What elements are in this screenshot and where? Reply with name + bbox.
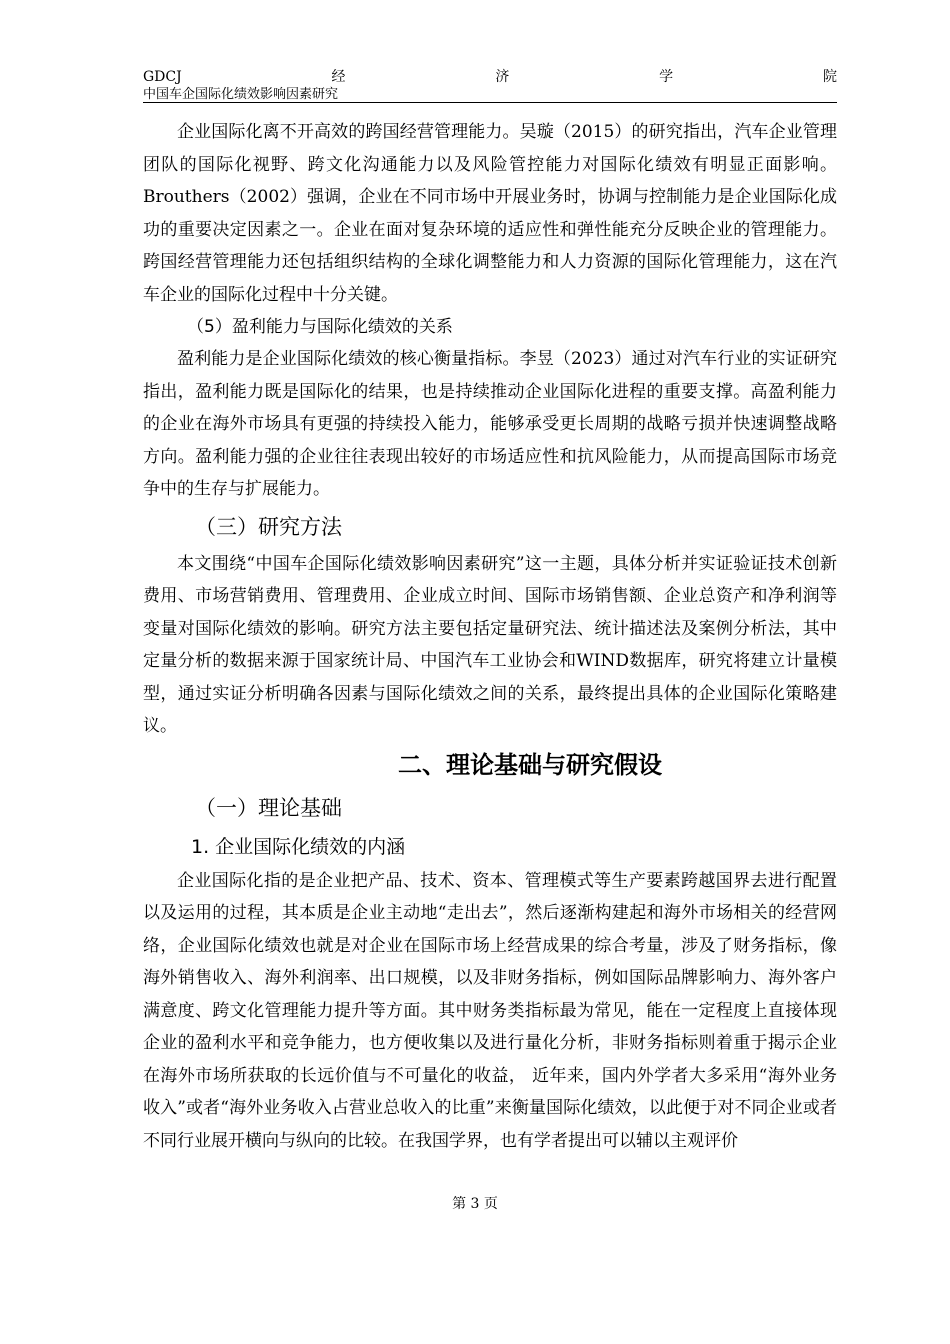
page-header — [143, 68, 837, 103]
subheading-profitability: （5）盈利能力与国际化绩效的关系 — [187, 317, 453, 337]
header-school-char: 经 — [331, 69, 346, 85]
paragraph-connotation: 企业国际化指的是企业把产品、技术、资本、管理模式等生产要素跨越国界去进行配置以及运用的过程，其本质是企业主动地“走出去”，然后逐渐构建起和海外市场相关的经营网络，企业国际化绩效也就是对企业在国际市场上经营成果的综合考量，涉及了财务指标，像海外销售收入、海外利润率、出口规模，以及非财务指标，例如国际品牌影响力、海外客户满意度、跨文化管理能力提升等方面。其中财务类指标最为常见，能在一定程度上直接体现企业的盈利水平和竞争能力，也方便收集以及进行量化分析，非财务指标则着重于揭示企业在海外市场所获取的长远价值与不可量化的收益， 近年来，国内外学者大多采用“海外业务收入”或者“海外业务收入占营业总收入的比重”来衡量国际化绩效，以此便于对不同企业或者不同行业展开横向与纵向的比较。在我国学界，也有学者提出可以辅以主观评价 — [143, 870, 837, 1151]
section-heading-theory: （一）理论基础 — [195, 795, 342, 820]
paragraph-management-capability: 企业国际化离不开高效的跨国经营管理能力。吴璇（2015）的研究指出，汽车企业管理团队的国际化视野、跨文化沟通能力以及风险管控能力对国际化绩效有明显正面影响。Brouthers（2002）强调，企业在不同市场中开展业务时，协调与控制能力是企业国际化成功的重要决定因素之一。企业在面对复杂环境的适应性和弹性能充分反映企业的管理能力。跨国经营管理能力还包括组织结构的全球化调整能力和人力资源的国际化管理能力，这在汽车企业的国际化过程中十分关键。 — [143, 122, 837, 305]
page-body — [143, 116, 837, 1157]
header-rule — [143, 102, 837, 103]
header-subtitle: 中国车企国际化绩效影响因素研究 — [143, 87, 339, 102]
header-school-char: 学 — [659, 69, 674, 85]
paragraph-profitability: 盈利能力是企业国际化绩效的核心衡量指标。李昱（2023）通过对汽车行业的实证研究指出，盈利能力既是国际化的结果，也是持续推动企业国际化进程的重要支撑。高盈利能力的企业在海外市场具有更强的持续投入能力，能够承受更长周期的战略亏损并快速调整战略方向。盈利能力强的企业往往表现出较好的市场适应性和抗风险能力，从而提高国际市场竞争中的生存与扩展能力。 — [143, 349, 837, 499]
subsection-heading-connotation: 1. 企业国际化绩效的内涵 — [191, 835, 406, 858]
header-school-char: 济 — [495, 69, 510, 85]
page-number: 第 3 页 — [452, 1196, 498, 1212]
header-school-char: 院 — [822, 69, 837, 85]
paragraph-research-method: 本文围绕“中国车企国际化绩效影响因素研究”这一主题，具体分析并实证验证技术创新费用、市场营销费用、管理费用、企业成立时间、国际市场销售额、企业总资产和净利润等变量对国际化绩效的影响。研究方法主要包括定量研究法、统计描述法及案例分析法，其中定量分析的数据来源于国家统计局、中国汽车工业协会和WIND数据库，研究将建立计量模型，通过实证分析明确各因素与国际化绩效之间的关系，最终提出具体的企业国际化策略建议。 — [143, 553, 837, 736]
chapter-heading: 二、理论基础与研究假设 — [398, 750, 662, 779]
header-code: GDCJ — [143, 69, 182, 85]
header-top-row — [143, 68, 837, 86]
section-heading-research-method: （三）研究方法 — [195, 514, 342, 539]
